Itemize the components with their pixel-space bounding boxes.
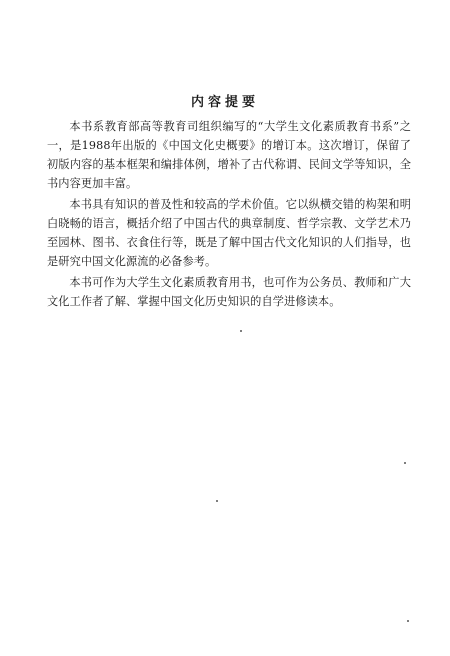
scan-speck: [407, 620, 409, 622]
paragraph-1: 本书系教育部高等教育司组织编写的“大学生文化素质教育书系”之一，是1988年出版的《中国文化史概要》的增订本。这次增订，保留了初版内容的基本框架和编排体例，增补了古代称谓、民间文学等知识，全书内容更加丰富。: [47, 120, 411, 190]
scan-speck: [404, 462, 406, 464]
scan-speck: [216, 500, 218, 502]
summary-body: [47, 117, 411, 313]
scan-speck: [240, 330, 242, 332]
paragraph-3: 本书可作为大学生文化素质教育用书，也可作为公务员、教师和广大文化工作者了解、掌握中国文化历史知识的自学进修读本。: [47, 276, 411, 308]
paragraph-2: 本书具有知识的普及性和较高的学术价值。它以纵横交错的构架和明白晓畅的语言，概括介绍了中国古代的典章制度、哲学宗教、文学艺术乃至园林、图书、衣食住行等，既是了解中国古代文化知识的人们指导，也是研究中国文化源流的必备参考。: [47, 198, 411, 268]
page-title: 内容提要: [190, 95, 259, 110]
